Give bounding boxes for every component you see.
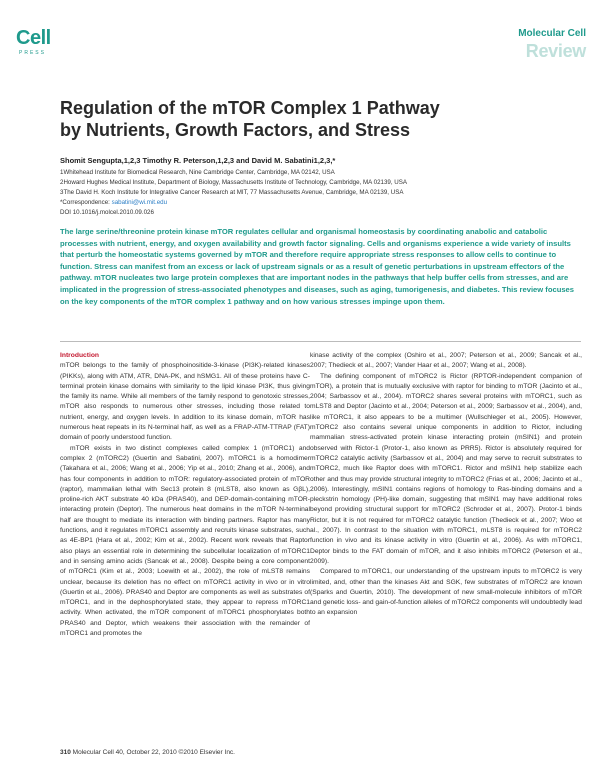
title-line-1: Regulation of the mTOR Complex 1 Pathway xyxy=(60,98,440,118)
body-paragraph: mTOR exists in two distinct complexes called complex 1 (mTORC1) and complex 2 (mTORC2) (Guertin and Sabatini, 2007). mTORC1 is a homodimer (Takahara et al., 2006; Wang et al., 2006; Yip et al., 2010; Zhang et al., 2006), and has four components in addition to mTOR: regulatory-associated protein of mTOR (raptor), mammalian lethal with Sec13 protein 8 (mLST8, also known as GβL), proline-rich AKT substrate 40 kDa (PRAS40), and DEP-domain-containing mTOR-interacting protein (Deptor). The numerous heat domains in the mTOR N-terminal half are thought to mediate its interaction with binding partners. Raptor has many functions, and it regulates mTORC1 assembly and recruits kinase substrates, such as 4E-BP1 (Hara et al., 2002; Kim et al., 2002). Recent work reveals that Raptor also plays an essential role in determining the subcellular localization of mTORC1 and in sensing amino acids (Sancak et al., 2008). Despite being a core component of mTORC1 (Kim et al., 2003; Loewith et al., 2002), the role of mLST8 remains unclear, because its deletion has no effect on mTORC1 activity in vivo or in vitro (Guertin et al., 2006). PRAS40 and Deptor are components as well as substrates of mTORC1, and in the dephosphorylated state, they appear to repress mTORC1 activity. When activated, the mTOR component of mTORC1 phosphorylates both PRAS40 and Deptor, which weakens their association with the remainder of mTORC1 and promotes the xyxy=(60,444,310,638)
logo-sub-text: PRESS xyxy=(19,50,46,56)
abstract: The large serine/threonine protein kinase mTOR regulates cellular and organismal homeostasis by coordinating anabolic and catabolic processes with nutrient, energy, and oxygen availability and growth factor signaling. Cells and organisms experience a wide variety of insults that perturb the homeostatic systems governed by mTOR and therefore require appropriate stress responses to allow cells to continue to function. Stress can manifest from an excess or lack of upstream signals or as a result of genetic perturbations in upstream effectors of the pathway. mTOR nucleates two large protein complexes that are important nodes in the pathways that help buffer cells from stresses, and are implicated in the progression of stress-associated phenotypes and diseases, such as aging, tumorigenesis, and diabetes. This review focuses on the key components of the mTOR complex 1 pathway and on how various stresses impinge upon them. xyxy=(60,227,574,306)
doi: DOI 10.1016/j.molcel.2010.09.026 xyxy=(60,209,154,216)
section-divider xyxy=(60,341,581,342)
body-column-left xyxy=(60,351,310,639)
correspondence xyxy=(60,198,560,208)
body-column-right xyxy=(310,351,582,619)
affiliation-1: 1Whitehead Institute for Biomedical Research, Nine Cambridge Center, Cambridge, MA 02142, USA xyxy=(60,169,335,176)
body-paragraph: The defining component of mTORC2 is Rictor (RPTOR-independent companion of mTOR), a protein that is mutually exclusive with raptor for binding to mTOR (Jacinto et al., 2004; Sarbassov et al., 2004). mTORC2 shares several proteins with mTORC1, such as mLST8 and Deptor (Jacinto et al., 2004; Peterson et al., 2009; Sarbassov et al., 2004), and, like mTORC1, it also appears to be a multimer (Wullschleger et al., 2005). However, mTORC2 also contains several unique components in addition to Rictor, including mammalian stress-activated protein kinase interacting protein (mSIN1) and protein observed with Rictor-1 (Protor-1, also known as PRR5). Rictor is absolutely required for mTORC2 catalytic activity (Sarbassov et al., 2004) and may serve to recruit substrates to mTORC2, much like Raptor does with mTORC1. Rictor and mSIN1 help stabilize each other and thus may provide structural integrity to mTORC2 (Frias et al., 2006; Jacinto et al., 2006). Interestingly, mSIN1 contains regions of homology to Ras-binding domains and a pleckstrin homology (PH)-like domain, suggesting that mSIN1 may have additional roles beyond providing structural support for mTORC2 (Schroder et al., 2007). Protor-1 binds Rictor, but it is not required for mTORC2 catalytic function (Thedieck et al., 2007; Woo et al., 2007). In contrast to the situation with mTORC1, mLST8 is required for mTORC2 function in vivo and its kinase activity in vitro (Guertin et al., 2006). As with mTORC1, Deptor binds to the FAT domain of mTOR, and it also inhibits mTORC2 (Peterson et al., 2009). xyxy=(310,372,582,565)
journal-header xyxy=(518,28,586,62)
section-heading-introduction: Introduction xyxy=(60,352,100,359)
journal-name: Molecular Cell xyxy=(518,28,586,39)
article-title xyxy=(60,97,560,141)
page-footer xyxy=(60,749,235,756)
body-paragraph: mTOR belongs to the family of phosphoinositide-3-kinase (PI3K)-related kinases (PIKKs), along with ATM, ATR, DNA-PK, and hSMG1. All of these proteins have C-terminal protein kinase domains with similarity to the lipid kinase PI3K, thus giving the family its name. While all members of the family respond to genotoxic stresses, mTOR also responds to numerous other stresses, including those related to nutrient, energy, and oxygen levels. In addition to its kinase domain, mTOR has numerous heat repeats in its N-terminal half, as well as a FRAP-ATM-TTRAP (FAT) domain of poorly understood function. xyxy=(60,362,310,442)
affiliation-2: 2Howard Hughes Medical Institute, Department of Biology, Massachusetts Institute of Technology, Cambridge, MA 02139, USA xyxy=(60,179,408,186)
correspondence-label: *Correspondence: xyxy=(60,199,112,206)
affiliation-3: 3The David H. Koch Institute for Integrative Cancer Research at MIT, 77 Massachusetts Avenue, Cambridge, MA 02139, USA xyxy=(60,189,404,196)
correspondence-email-link[interactable]: sabatini@wi.mit.edu xyxy=(111,199,168,206)
footer-citation: Molecular Cell 40, October 22, 2010 ©2010 Elsevier Inc. xyxy=(72,749,235,756)
logo-main-text: Cell xyxy=(16,27,51,49)
page-number: 310 xyxy=(60,749,71,756)
body-paragraph: kinase activity of the complex (Oshiro et al., 2007; Peterson et al., 2009; Sancak et al., 2007; Thedieck et al., 2007; Vander Haar et al., 2007; Wang et al., 2008). xyxy=(310,352,582,370)
cell-press-logo xyxy=(16,27,51,62)
journal-section: Review xyxy=(525,41,586,61)
affiliations xyxy=(60,168,560,218)
author-list: Shomit Sengupta,1,2,3 Timothy R. Peterson,1,2,3 and David M. Sabatini1,2,3,* xyxy=(60,156,336,165)
body-paragraph: Compared to mTORC1, our understanding of the upstream inputs to mTORC2 is very limited, and, other than the kinases Akt and SGK, few substrates of mTORC2 are known (Sparks and Guertin, 2010). The development of new small-molecule inhibitors of mTOR and genetic loss- and gain-of-function alleles of mTORC2 components will undoubtedly lead to an expansion xyxy=(310,568,582,617)
title-line-2: by Nutrients, Growth Factors, and Stress xyxy=(60,120,411,140)
